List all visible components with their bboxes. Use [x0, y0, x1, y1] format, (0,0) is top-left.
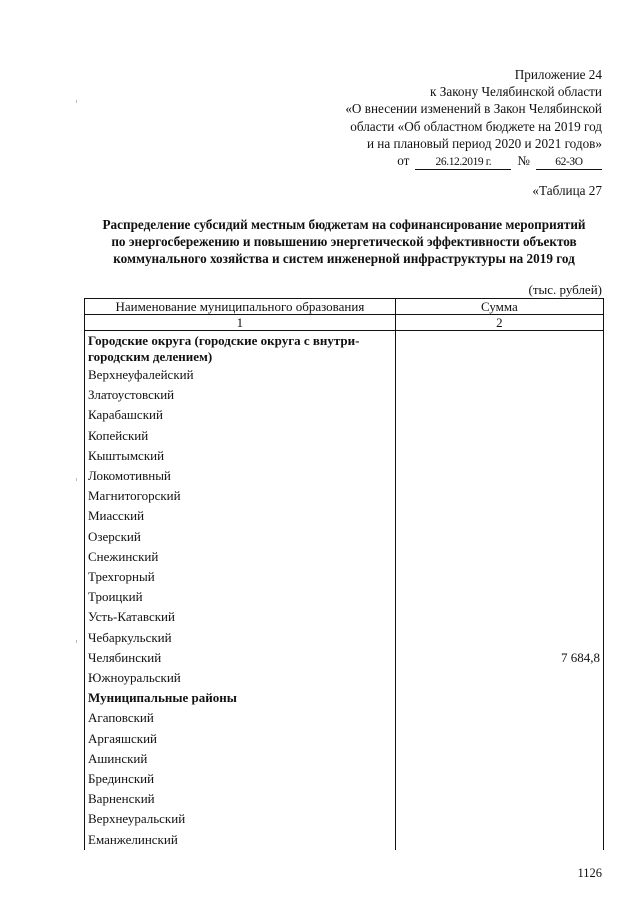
- table-row: [85, 628, 604, 648]
- municipality-name-cell: Златоустовский: [85, 385, 396, 405]
- sum-cell: [395, 708, 603, 728]
- municipality-name-cell: Карабашский: [85, 405, 396, 425]
- table-row: [85, 749, 604, 769]
- column-header-sum: Сумма: [395, 299, 603, 315]
- law-number: 62-ЗО: [536, 155, 602, 170]
- municipality-name-cell: Чебаркульский: [85, 628, 396, 648]
- sum-cell: [395, 486, 603, 506]
- sum-cell: [395, 830, 603, 850]
- sum-cell: [395, 789, 603, 809]
- table-row: [85, 607, 604, 627]
- table-row: [85, 769, 604, 789]
- document-title: [80, 216, 608, 267]
- sum-cell: [395, 426, 603, 446]
- sum-cell: [395, 809, 603, 829]
- sum-cell: [395, 466, 603, 486]
- sum-cell: [395, 527, 603, 547]
- municipality-name-cell: Агаповский: [85, 708, 396, 728]
- sum-cell: [395, 668, 603, 688]
- header-line: «О внесении изменений в Закон Челябинской: [345, 101, 602, 117]
- appendix-header: [272, 66, 602, 170]
- sum-cell: [395, 628, 603, 648]
- table-row: [85, 729, 604, 749]
- sum-cell: [395, 749, 603, 769]
- scan-speck: [76, 640, 77, 643]
- law-date: 26.12.2019 г.: [415, 155, 511, 170]
- header-line: к Закону Челябинской области: [430, 84, 602, 100]
- sum-cell: [395, 446, 603, 466]
- municipality-name-cell: Челябинский: [85, 648, 396, 668]
- sum-cell: [395, 729, 603, 749]
- sum-cell: [395, 385, 603, 405]
- table-row: [85, 426, 604, 446]
- table-column-numbers-row: [85, 315, 604, 331]
- table-header-row: [85, 299, 604, 315]
- table-row: [85, 365, 604, 385]
- table-body: [85, 331, 604, 850]
- number-prefix: №: [517, 153, 530, 169]
- scan-speck: [76, 478, 77, 481]
- municipality-name-cell: Миасский: [85, 506, 396, 526]
- column-number: 2: [395, 315, 603, 331]
- table-group-row: [85, 331, 604, 366]
- municipality-name-cell: Аргаяшский: [85, 729, 396, 749]
- table-row: [85, 486, 604, 506]
- table-row: [85, 587, 604, 607]
- sum-cell: 7 684,8: [395, 648, 603, 668]
- sum-cell: [395, 331, 603, 366]
- table-row: [85, 405, 604, 425]
- sum-cell: [395, 688, 603, 708]
- municipality-name-cell: Усть-Катавский: [85, 607, 396, 627]
- column-header-name: Наименование муниципального образования: [85, 299, 396, 315]
- table-row: [85, 466, 604, 486]
- table-row: [85, 547, 604, 567]
- header-line: Приложение 24: [514, 67, 602, 82]
- sum-cell: [395, 567, 603, 587]
- municipality-name-cell: Еманжелинский: [85, 830, 396, 850]
- table-row: [85, 830, 604, 850]
- municipality-name-cell: Локомотивный: [85, 466, 396, 486]
- municipality-name-cell: Ашинский: [85, 749, 396, 769]
- units-label: (тыс. рублей): [528, 282, 602, 297]
- municipality-name-cell: Южноуральский: [85, 668, 396, 688]
- subsidy-table: [84, 298, 604, 850]
- table-row: [85, 789, 604, 809]
- municipality-name-cell: Брединский: [85, 769, 396, 789]
- title-line: Распределение субсидий местным бюджетам на софинансирование мероприятий: [102, 217, 586, 232]
- municipality-name-cell: Снежинский: [85, 547, 396, 567]
- sum-cell: [395, 587, 603, 607]
- table-row: [85, 567, 604, 587]
- municipality-name-cell: Копейский: [85, 426, 396, 446]
- municipality-name-cell: Озерский: [85, 527, 396, 547]
- table-label: «Таблица 27: [532, 183, 602, 198]
- column-number: 1: [85, 315, 396, 331]
- municipality-name-cell: Верхнеуральский: [85, 809, 396, 829]
- table-row: [85, 809, 604, 829]
- table-row: [85, 708, 604, 728]
- municipality-name-cell: Варненский: [85, 789, 396, 809]
- municipality-name-cell: Троицкий: [85, 587, 396, 607]
- sum-cell: [395, 506, 603, 526]
- sum-cell: [395, 365, 603, 385]
- law-reference: [272, 152, 602, 170]
- title-line: по энергосбережению и повышению энергетической эффективности объектов: [111, 234, 577, 249]
- group-name-cell: Муниципальные районы: [85, 688, 396, 708]
- scan-speck: [76, 100, 77, 103]
- date-prefix: от: [397, 153, 410, 169]
- table-row: [85, 446, 604, 466]
- municipality-name-cell: Магнитогорский: [85, 486, 396, 506]
- sum-cell: [395, 607, 603, 627]
- sum-cell: [395, 405, 603, 425]
- table-row: [85, 648, 604, 668]
- municipality-name-cell: Верхнеуфалейский: [85, 365, 396, 385]
- municipality-name-cell: Трехгорный: [85, 567, 396, 587]
- header-line: области «Об областном бюджете на 2019 год: [350, 118, 602, 134]
- sum-cell: [395, 769, 603, 789]
- table-row: [85, 506, 604, 526]
- page-number: 1126: [577, 866, 602, 880]
- sum-cell: [395, 547, 603, 567]
- title-line: коммунального хозяйства и систем инженерной инфраструктуры на 2019 год: [113, 251, 575, 266]
- header-line: и на плановый период 2020 и 2021 годов»: [366, 135, 602, 151]
- table-row: [85, 527, 604, 547]
- table-row: [85, 385, 604, 405]
- municipality-name-cell: Кыштымский: [85, 446, 396, 466]
- group-name-cell: Городские округа (городские округа с внутри-городским делением): [85, 331, 396, 366]
- table-group-row: [85, 688, 604, 708]
- table-row: [85, 668, 604, 688]
